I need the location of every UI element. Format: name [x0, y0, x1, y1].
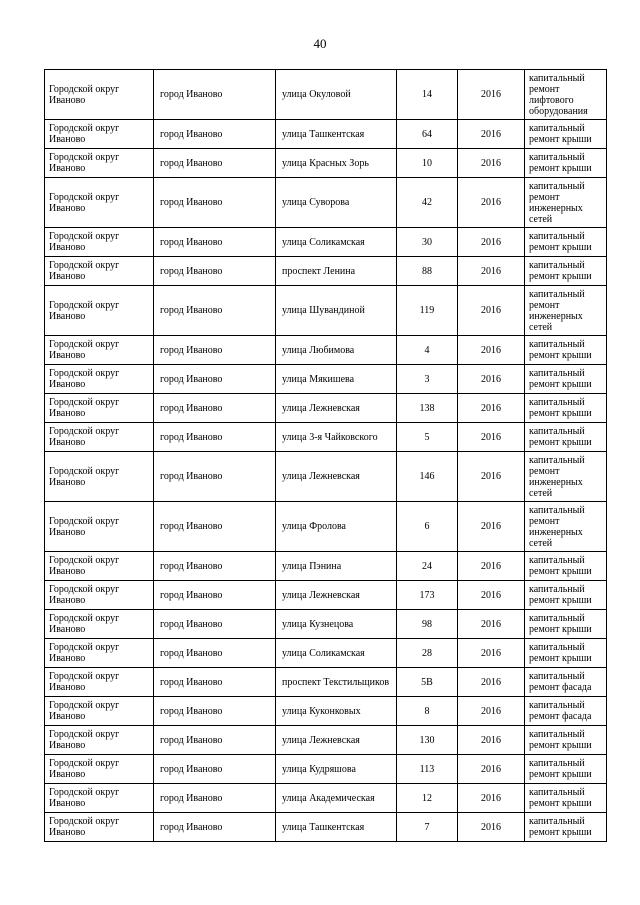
table-row — [45, 228, 607, 257]
street-cell: улица Куконковых — [276, 697, 397, 726]
municipality-cell: Городской округ Иваново — [45, 452, 154, 502]
table-body — [45, 70, 607, 842]
city-cell: город Иваново — [154, 70, 276, 120]
work-type-cell: капитальный ремонт инженерных сетей — [525, 178, 607, 228]
street-cell: улица Шувандиной — [276, 286, 397, 336]
city-cell: город Иваново — [154, 639, 276, 668]
house-number-cell: 146 — [397, 452, 458, 502]
house-number-cell: 138 — [397, 394, 458, 423]
street-cell: улица Лежневская — [276, 394, 397, 423]
year-cell: 2016 — [458, 581, 525, 610]
table-row — [45, 336, 607, 365]
street-cell: улица Ташкентская — [276, 813, 397, 842]
house-number-cell: 30 — [397, 228, 458, 257]
municipality-cell: Городской округ Иваново — [45, 581, 154, 610]
work-type-cell: капитальный ремонт крыши — [525, 365, 607, 394]
city-cell: город Иваново — [154, 697, 276, 726]
table-row — [45, 257, 607, 286]
city-cell: город Иваново — [154, 336, 276, 365]
house-number-cell: 130 — [397, 726, 458, 755]
year-cell: 2016 — [458, 755, 525, 784]
table-row — [45, 70, 607, 120]
municipality-cell: Городской округ Иваново — [45, 639, 154, 668]
house-number-cell: 10 — [397, 149, 458, 178]
house-number-cell: 14 — [397, 70, 458, 120]
work-type-cell: капитальный ремонт крыши — [525, 581, 607, 610]
year-cell: 2016 — [458, 552, 525, 581]
year-cell: 2016 — [458, 813, 525, 842]
work-type-cell: капитальный ремонт лифтового оборудования — [525, 70, 607, 120]
street-cell: проспект Ленина — [276, 257, 397, 286]
street-cell: проспект Текстильщиков — [276, 668, 397, 697]
city-cell: город Иваново — [154, 452, 276, 502]
street-cell: улица Красных Зорь — [276, 149, 397, 178]
street-cell: улица Соликамская — [276, 639, 397, 668]
work-type-cell: капитальный ремонт крыши — [525, 639, 607, 668]
city-cell: город Иваново — [154, 755, 276, 784]
city-cell: город Иваново — [154, 178, 276, 228]
city-cell: город Иваново — [154, 257, 276, 286]
municipality-cell: Городской округ Иваново — [45, 394, 154, 423]
city-cell: город Иваново — [154, 813, 276, 842]
work-type-cell: капитальный ремонт крыши — [525, 257, 607, 286]
house-number-cell: 64 — [397, 120, 458, 149]
work-type-cell: капитальный ремонт инженерных сетей — [525, 286, 607, 336]
city-cell: город Иваново — [154, 784, 276, 813]
work-type-cell: капитальный ремонт крыши — [525, 813, 607, 842]
municipality-cell: Городской округ Иваново — [45, 120, 154, 149]
year-cell: 2016 — [458, 610, 525, 639]
repair-table — [44, 69, 607, 842]
year-cell: 2016 — [458, 336, 525, 365]
year-cell: 2016 — [458, 228, 525, 257]
city-cell: город Иваново — [154, 286, 276, 336]
municipality-cell: Городской округ Иваново — [45, 552, 154, 581]
street-cell: улица Кузнецова — [276, 610, 397, 639]
municipality-cell: Городской округ Иваново — [45, 336, 154, 365]
year-cell: 2016 — [458, 149, 525, 178]
table-row — [45, 149, 607, 178]
year-cell: 2016 — [458, 423, 525, 452]
municipality-cell: Городской округ Иваново — [45, 697, 154, 726]
table-row — [45, 365, 607, 394]
street-cell: улица Пэнина — [276, 552, 397, 581]
city-cell: город Иваново — [154, 552, 276, 581]
municipality-cell: Городской округ Иваново — [45, 726, 154, 755]
year-cell: 2016 — [458, 668, 525, 697]
year-cell: 2016 — [458, 394, 525, 423]
municipality-cell: Городской округ Иваново — [45, 502, 154, 552]
work-type-cell: капитальный ремонт крыши — [525, 228, 607, 257]
street-cell: улица Любимова — [276, 336, 397, 365]
year-cell: 2016 — [458, 697, 525, 726]
table-row — [45, 610, 607, 639]
work-type-cell: капитальный ремонт инженерных сетей — [525, 502, 607, 552]
city-cell: город Иваново — [154, 581, 276, 610]
work-type-cell: капитальный ремонт фасада — [525, 668, 607, 697]
house-number-cell: 24 — [397, 552, 458, 581]
table-row — [45, 668, 607, 697]
work-type-cell: капитальный ремонт инженерных сетей — [525, 452, 607, 502]
table-row — [45, 755, 607, 784]
city-cell: город Иваново — [154, 228, 276, 257]
municipality-cell: Городской округ Иваново — [45, 149, 154, 178]
table-row — [45, 581, 607, 610]
street-cell: улица Окуловой — [276, 70, 397, 120]
house-number-cell: 42 — [397, 178, 458, 228]
house-number-cell: 12 — [397, 784, 458, 813]
street-cell: улица Фролова — [276, 502, 397, 552]
table-row — [45, 639, 607, 668]
municipality-cell: Городской округ Иваново — [45, 610, 154, 639]
house-number-cell: 98 — [397, 610, 458, 639]
municipality-cell: Городской округ Иваново — [45, 286, 154, 336]
city-cell: город Иваново — [154, 610, 276, 639]
page-number: 40 — [313, 36, 327, 51]
municipality-cell: Городской округ Иваново — [45, 365, 154, 394]
work-type-cell: капитальный ремонт крыши — [525, 336, 607, 365]
municipality-cell: Городской округ Иваново — [45, 423, 154, 452]
table-row — [45, 697, 607, 726]
house-number-cell: 8 — [397, 697, 458, 726]
street-cell: улица Лежневская — [276, 581, 397, 610]
house-number-cell: 7 — [397, 813, 458, 842]
street-cell: улица Мякишева — [276, 365, 397, 394]
work-type-cell: капитальный ремонт крыши — [525, 755, 607, 784]
year-cell: 2016 — [458, 726, 525, 755]
table-row — [45, 120, 607, 149]
year-cell: 2016 — [458, 639, 525, 668]
year-cell: 2016 — [458, 286, 525, 336]
city-cell: город Иваново — [154, 365, 276, 394]
city-cell: город Иваново — [154, 502, 276, 552]
year-cell: 2016 — [458, 120, 525, 149]
year-cell: 2016 — [458, 70, 525, 120]
municipality-cell: Городской округ Иваново — [45, 257, 154, 286]
table-row — [45, 178, 607, 228]
city-cell: город Иваново — [154, 394, 276, 423]
street-cell: улица Кудряшова — [276, 755, 397, 784]
municipality-cell: Городской округ Иваново — [45, 70, 154, 120]
work-type-cell: капитальный ремонт крыши — [525, 552, 607, 581]
municipality-cell: Городской округ Иваново — [45, 813, 154, 842]
street-cell: улица Соликамская — [276, 228, 397, 257]
table-row — [45, 394, 607, 423]
municipality-cell: Городской округ Иваново — [45, 784, 154, 813]
work-type-cell: капитальный ремонт крыши — [525, 120, 607, 149]
city-cell: город Иваново — [154, 726, 276, 755]
year-cell: 2016 — [458, 784, 525, 813]
work-type-cell: капитальный ремонт крыши — [525, 784, 607, 813]
house-number-cell: 28 — [397, 639, 458, 668]
street-cell: улица Академическая — [276, 784, 397, 813]
house-number-cell: 113 — [397, 755, 458, 784]
work-type-cell: капитальный ремонт крыши — [525, 149, 607, 178]
work-type-cell: капитальный ремонт фасада — [525, 697, 607, 726]
city-cell: город Иваново — [154, 149, 276, 178]
house-number-cell: 5В — [397, 668, 458, 697]
street-cell: улица 3-я Чайковского — [276, 423, 397, 452]
table-row — [45, 423, 607, 452]
table-row — [45, 286, 607, 336]
municipality-cell: Городской округ Иваново — [45, 755, 154, 784]
year-cell: 2016 — [458, 452, 525, 502]
house-number-cell: 4 — [397, 336, 458, 365]
work-type-cell: капитальный ремонт крыши — [525, 394, 607, 423]
table-row — [45, 813, 607, 842]
work-type-cell: капитальный ремонт крыши — [525, 726, 607, 755]
municipality-cell: Городской округ Иваново — [45, 178, 154, 228]
work-type-cell: капитальный ремонт крыши — [525, 423, 607, 452]
house-number-cell: 173 — [397, 581, 458, 610]
year-cell: 2016 — [458, 178, 525, 228]
street-cell: улица Суворова — [276, 178, 397, 228]
year-cell: 2016 — [458, 257, 525, 286]
house-number-cell: 3 — [397, 365, 458, 394]
city-cell: город Иваново — [154, 120, 276, 149]
house-number-cell: 6 — [397, 502, 458, 552]
municipality-cell: Городской округ Иваново — [45, 228, 154, 257]
house-number-cell: 88 — [397, 257, 458, 286]
work-type-cell: капитальный ремонт крыши — [525, 610, 607, 639]
table-row — [45, 502, 607, 552]
municipality-cell: Городской округ Иваново — [45, 668, 154, 697]
street-cell: улица Лежневская — [276, 452, 397, 502]
city-cell: город Иваново — [154, 423, 276, 452]
house-number-cell: 5 — [397, 423, 458, 452]
table-row — [45, 726, 607, 755]
house-number-cell: 119 — [397, 286, 458, 336]
street-cell: улица Лежневская — [276, 726, 397, 755]
street-cell: улица Ташкентская — [276, 120, 397, 149]
table-row — [45, 552, 607, 581]
year-cell: 2016 — [458, 502, 525, 552]
table-row — [45, 452, 607, 502]
table-row — [45, 784, 607, 813]
city-cell: город Иваново — [154, 668, 276, 697]
year-cell: 2016 — [458, 365, 525, 394]
